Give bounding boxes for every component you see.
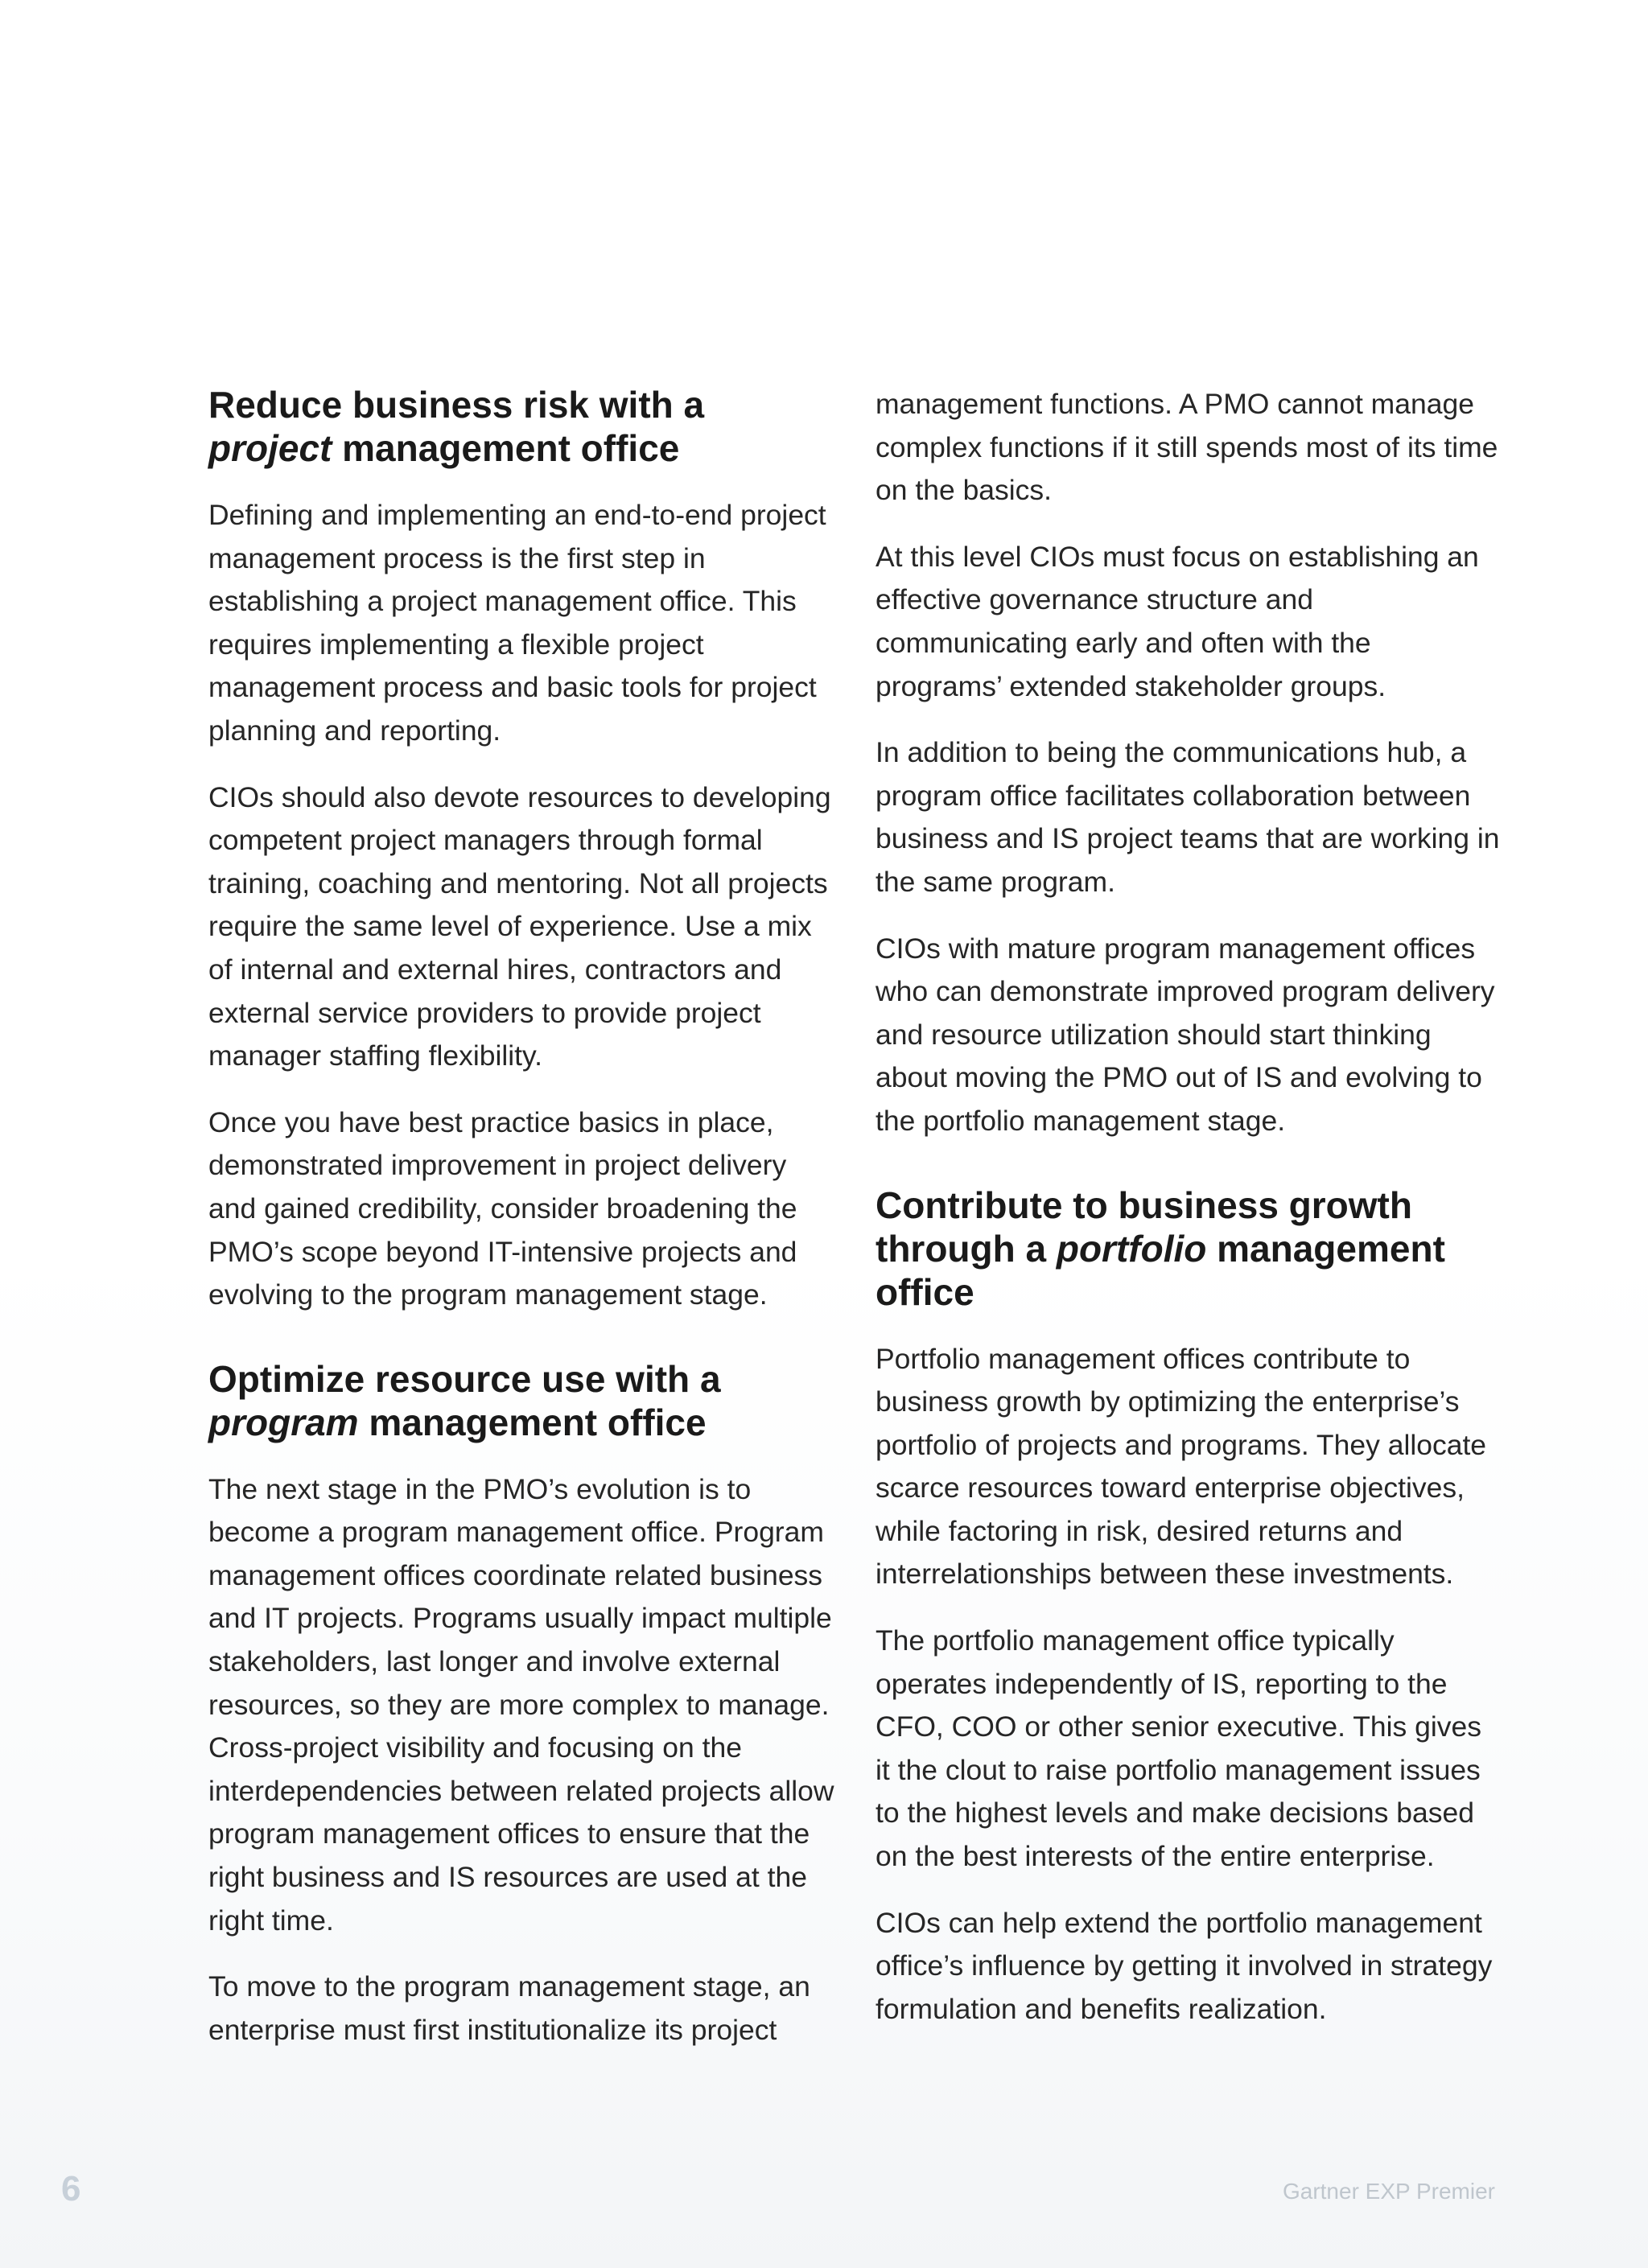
page-number: 6 — [61, 2169, 81, 2208]
paragraph: CIOs should also devote resources to developing competent project managers through formal training, coaching and mentoring. Not all projects require the same level of experience. Use a mix of internal and external hires, contractors and external service providers to provide project manager staffing flexibility. — [208, 780, 831, 1072]
section-heading-project-office — [208, 383, 836, 470]
paragraph: Portfolio management offices contribute to business growth by optimizing the enterprise’s portfolio of projects and programs. They allocate scarce resources toward enterprise objectives, while factoring in risk, desired returns and interrelationships between these investments. — [876, 1342, 1487, 1591]
heading-text: management office — [332, 427, 680, 469]
heading-text: Optimize resource use with a — [208, 1357, 721, 1400]
footer-brand: Gartner EXP Premier — [1282, 2179, 1495, 2204]
paragraph: CIOs can help extend the portfolio management office’s influence by getting it involved in strategy formulation and benefits realization. — [876, 1906, 1493, 2025]
paragraph: Defining and implementing an end-to-end project management process is the first step in establishing a project management office. This requires implementing a flexible project management process and basic tools for project planning and reporting. — [208, 499, 826, 747]
heading-text: Reduce business risk with a — [208, 384, 705, 426]
paragraph: The next stage in the PMO’s evolution is to become a program management office. Program management offices coordinate related business and IT projects. Programs usually impact multiple stakeholders, last longer and involve external resources, so they are more complex to manage. Cross-project visibility and focusing on the interdependencies between related projects allow program management offices to ensure that the right business and IS resources are used at the right time. — [208, 1472, 834, 1937]
heading-text: management office — [358, 1401, 707, 1443]
section-heading-program-office — [208, 1357, 836, 1444]
paragraph: CIOs with mature program management offices who can demonstrate improved program delivery and resource utilization should start thinking about moving the PMO out of IS and evolving to the portfolio management stage. — [876, 932, 1495, 1137]
paragraph: To move to the program management stage, an enterprise must first institutionalize its project — [208, 1970, 810, 2046]
paragraph: The portfolio management office typically operates independently of IS, reporting to the CFO, COO or other senior executive. This gives it the clout to raise portfolio management issues to the highest levels and make decisions based on the best interests of the entire enterprise. — [876, 1624, 1482, 1873]
heading-text: Contribute to business growth through a — [876, 1183, 1412, 1270]
heading-emphasis: portfolio — [1056, 1227, 1207, 1270]
paragraph: In addition to being the communications hub, a program office facilitates collaboration between business and IS project teams that are working in the same program. — [876, 736, 1500, 898]
section-heading-portfolio-office — [876, 1183, 1503, 1314]
heading-emphasis: program — [208, 1401, 359, 1443]
paragraph: management functions. A PMO cannot manage complex functions if it still spends most of its time on the basics. — [876, 388, 1498, 507]
heading-emphasis: project — [208, 427, 332, 469]
paragraph: At this level CIOs must focus on establishing an effective governance structure and communicating early and often with the programs’ extended stakeholder groups. — [876, 540, 1479, 702]
right-column — [876, 383, 1503, 2054]
heading-text: management office — [876, 1227, 1445, 1313]
left-column — [208, 383, 836, 2075]
paragraph: Once you have best practice basics in place, demonstrated improvement in project delivery and gained credibility, consider broadening the PMO’s scope beyond IT-intensive projects and evolving to the program management stage. — [208, 1105, 797, 1311]
